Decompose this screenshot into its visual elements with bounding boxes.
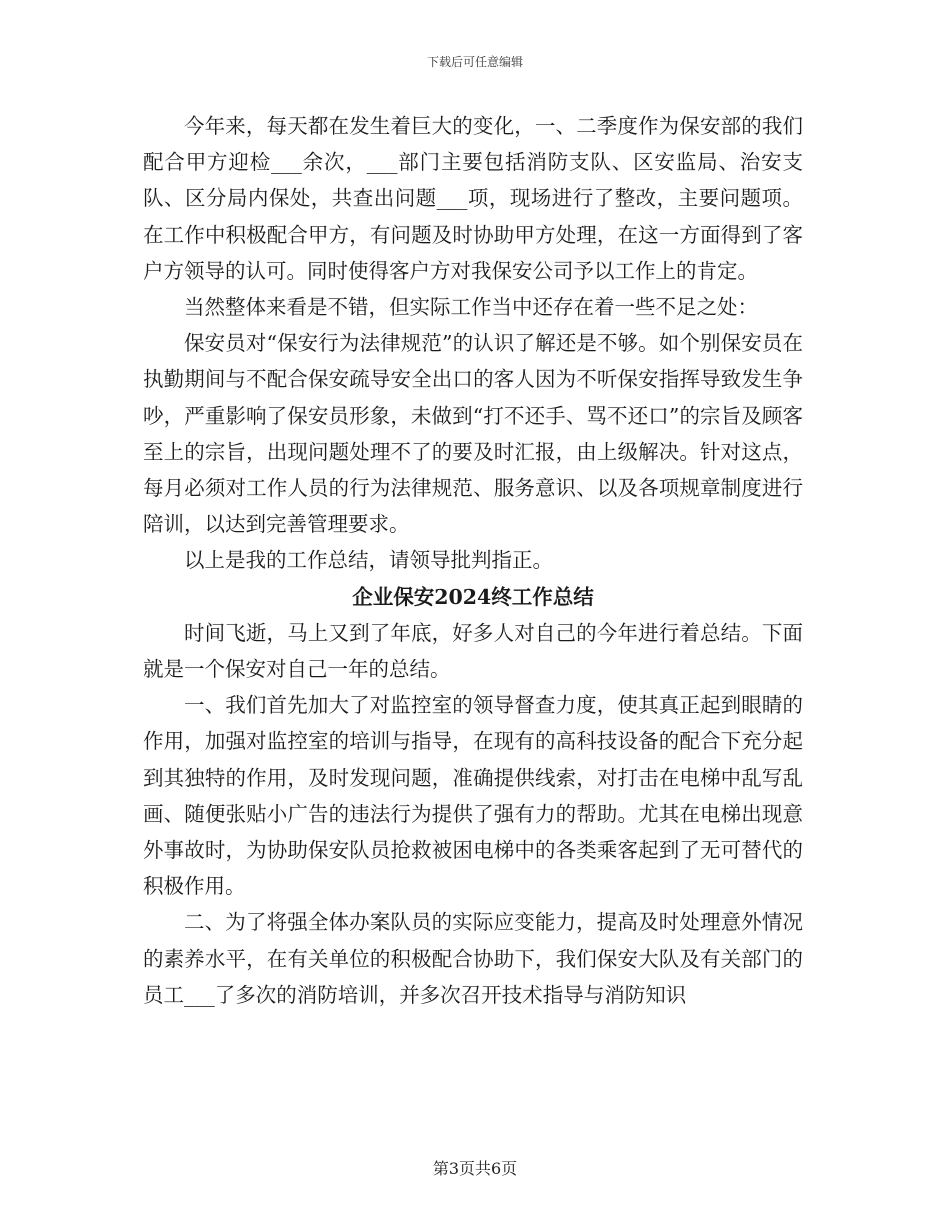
page-number: 第3页共6页 — [432, 1159, 518, 1178]
paragraph-closing: 以上是我的工作总结，请领导批判指正。 — [184, 548, 553, 573]
section-title: 企业保安2024终工作总结 — [352, 584, 594, 609]
paragraph-point-one: 一、我们首先加大了对监控室的领导督查力度，使其真正起到眼睛的作用，加强对监控室的培训与指导，在现有的高科技设备的配合下充分起到其独特的作用，及时发现问题，准确提供线索，对打击在电梯中乱写乱画、随便张贴小广告的违法行为提供了强有力的帮助。尤其在电梯出现意外事故时，为协助保安队员抢救被困电梯中的各类乘客起到了无可替代的积极作用。 — [143, 693, 803, 899]
paragraph-shortcomings-intro: 当然整体来看是不错，但实际工作当中还存在着一些不足之处： — [184, 295, 758, 320]
document-body — [143, 108, 803, 1013]
paragraph-shortcomings-detail: 保安员对“保安行为法律规范”的认识了解还是不够。如个别保安员在执勤期间与不配合保安疏导安全出口的客人因为不听保安指挥导致发生争吵，严重影响了保安员形象，未做到“打不还手、骂不还口”的宗旨及顾客至上的宗旨，出现问题处理不了的要及时汇报，由上级解决。针对这点，每月必须对工作人员的行为法律规范、服务意识、以及各项规章制度进行陪训，以达到完善管理要求。 — [143, 331, 803, 537]
header-note: 下载后可任意编辑 — [426, 55, 523, 69]
paragraph-point-two: 二、为了将强全体办案队员的实际应变能力，提高及时处理意外情况的素养水平，在有关单位的积极配合协助下，我们保安大队及有关部门的员工___了多次的消防培训，并多次召开技术指导与消防知识 — [143, 910, 803, 1007]
paragraph-intro: 时间飞逝，马上又到了年底，好多人对自己的今年进行着总结。下面就是一个保安对自己一年的总结。 — [143, 620, 803, 682]
paragraph-progress: 今年来，每天都在发生着巨大的变化，一、二季度作为保安部的我们配合甲方迎检___余次，___部门主要包括消防支队、区安监局、治安支队、区分局内保处，共查出问题___项，现场进行了整改，主要问题项。在工作中积极配合甲方，有问题及时协助甲方处理，在这一方面得到了客户方领导的认可。同时使得客户方对我保安公司予以工作上的肯定。 — [143, 114, 803, 283]
